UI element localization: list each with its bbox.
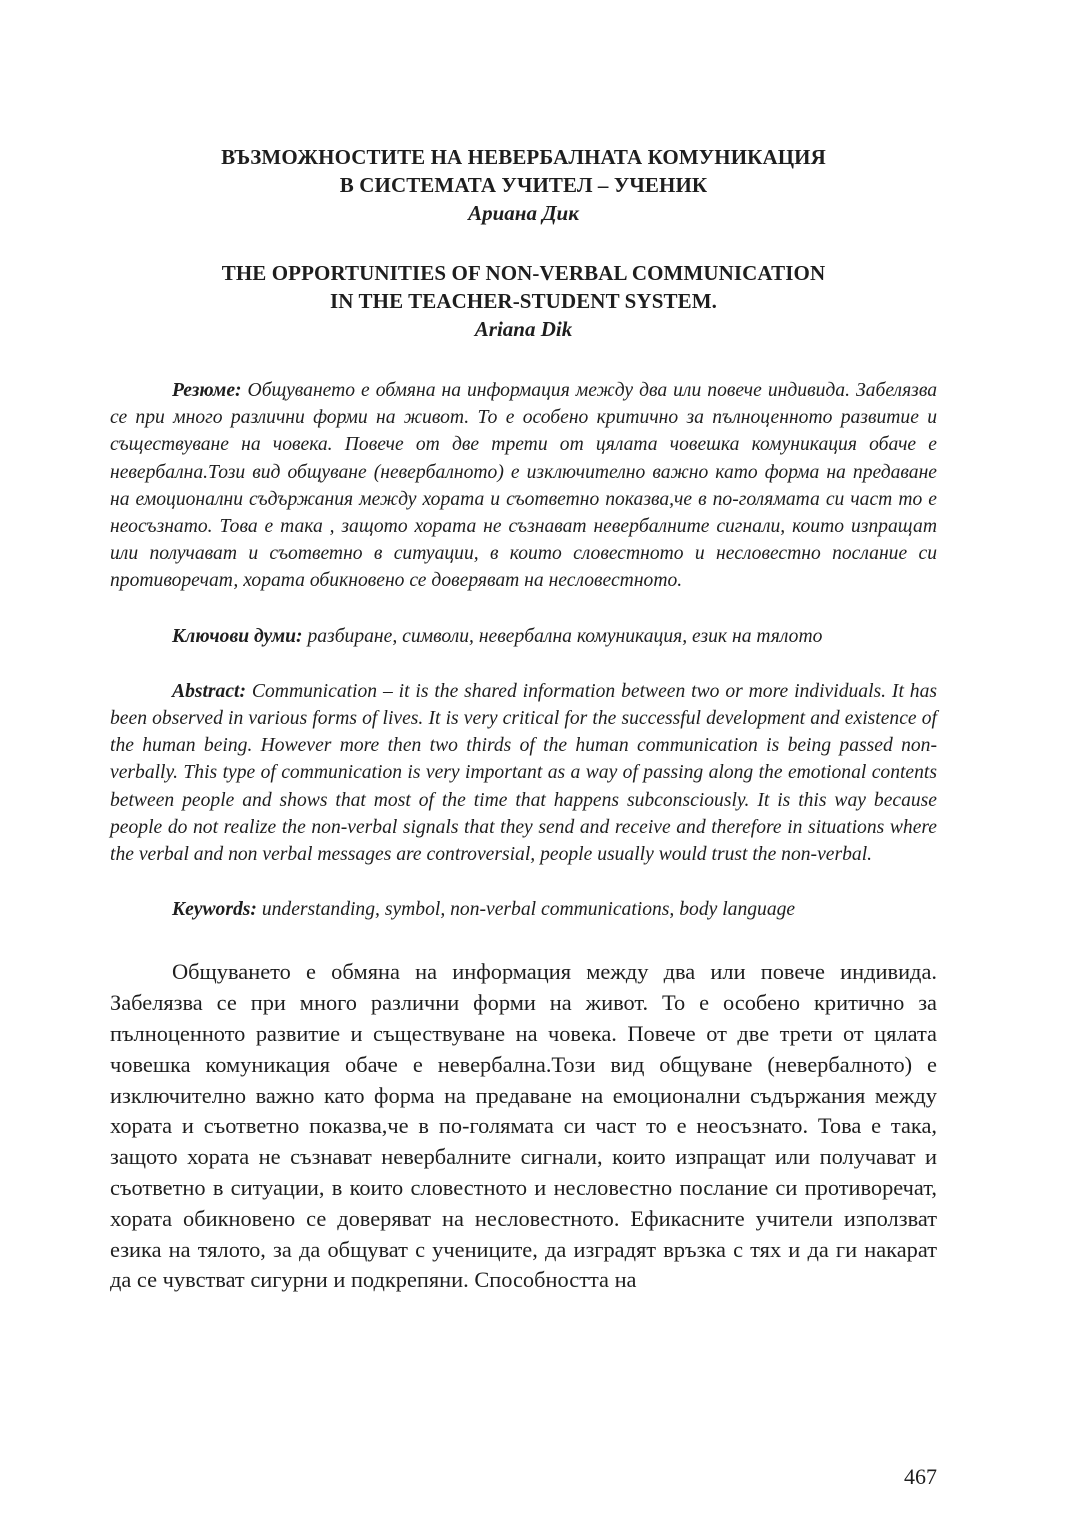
body-paragraph: Общуването е обмяна на информация между два или повече индивида. Забелязва се при много различни форми на живот. То е особено критично за пълноценното развитие и съществуване на човека. Повече от две трети от цялата човешка комуникация обаче е невербална.Този вид общуване (невербалното) е изключително важно като форма на предаване на емоционални съдържания между хората и съответно показва,че в по-голямата си част то е неосъзнато. Това е така, защото хората не съзнават невербалните сигнали, които изпращат или получават и съответно в ситуации, в които словестното и несловестно послание си противоречат, хората обикновено се доверяват на несловестното. Ефикасните учители използват езика на тялото, за да общуват с учениците, да изградят връзка с тях и да ги накарат да се чувстват сигурни и подкрепяни. Способността на xyxy=(110,959,937,1293)
summary-bulgarian xyxy=(110,377,937,595)
title-en-line-2: IN THE TEACHER-STUDENT SYSTEM. xyxy=(330,289,717,313)
keywords-en-label: Keywords: xyxy=(172,899,257,921)
title-block-english xyxy=(110,259,937,343)
page-content xyxy=(110,143,937,1296)
abstract-english xyxy=(110,678,937,868)
keywords-english xyxy=(110,896,937,923)
title-block-bulgarian xyxy=(110,143,937,227)
summary-bg-label: Резюме: xyxy=(172,380,242,401)
title-bg-line-2: В СИСТЕМАТА УЧИТЕЛ – УЧЕНИК xyxy=(339,173,708,197)
abstract-en-text: Communication – it is the shared information between two or more individuals. It has been observed in various forms of lives. It is very critical for the successful development and existence of the human being. However more then two thirds of the human communication is being passed non-verbally. This type of communication is very important as a way of passing along the emotional contents between people and shows that most of the time that happens subconsciously. It is this way because people do not realize the non-verbal signals that they send and receive and therefore in situations where the verbal and non verbal messages are controversial, people usually would trust the non-verbal. xyxy=(110,680,937,866)
title-bg-line-1: ВЪЗМОЖНОСТИТЕ НА НЕВЕРБАЛНАТА КОМУНИКАЦИЯ xyxy=(221,145,826,169)
author-bg: Ариана Дик xyxy=(468,201,579,225)
author-en: Ariana Dik xyxy=(474,317,573,341)
page-number: 467 xyxy=(904,1464,937,1489)
summary-bg-text: Общуването е обмяна на информация между два или повече индивида. Забелязва се при много различни форми на живот. То е особено критично за пълноценното развитие и съществуване на човека. Повече от две трети от цялата човешка комуникация обаче е невербална.Този вид общуване (невербалното) е изключително важно като форма на предаване на емоционални съдържания между хората и съответно показва,че в по-голямата си част то е неосъзнато. Това е така , защото хората не съзнават невербалните сигнали, които изпращат или получават и съответно в ситуации, в които словестното и несловестно послание си противоречат, хората обикновено се доверяват на несловестното. xyxy=(110,380,937,592)
keywords-bg-label: Ключови думи: xyxy=(172,625,303,647)
abstract-en-label: Abstract: xyxy=(172,680,247,702)
title-en-line-1: THE OPPORTUNITIES OF NON-VERBAL COMMUNICATION xyxy=(221,261,826,285)
keywords-bulgarian xyxy=(110,623,937,650)
keywords-en-text: understanding, symbol, non-verbal communications, body language xyxy=(261,899,796,921)
keywords-bg-text: разбиране, символи, невербална комуникация, език на тялото xyxy=(307,625,823,647)
